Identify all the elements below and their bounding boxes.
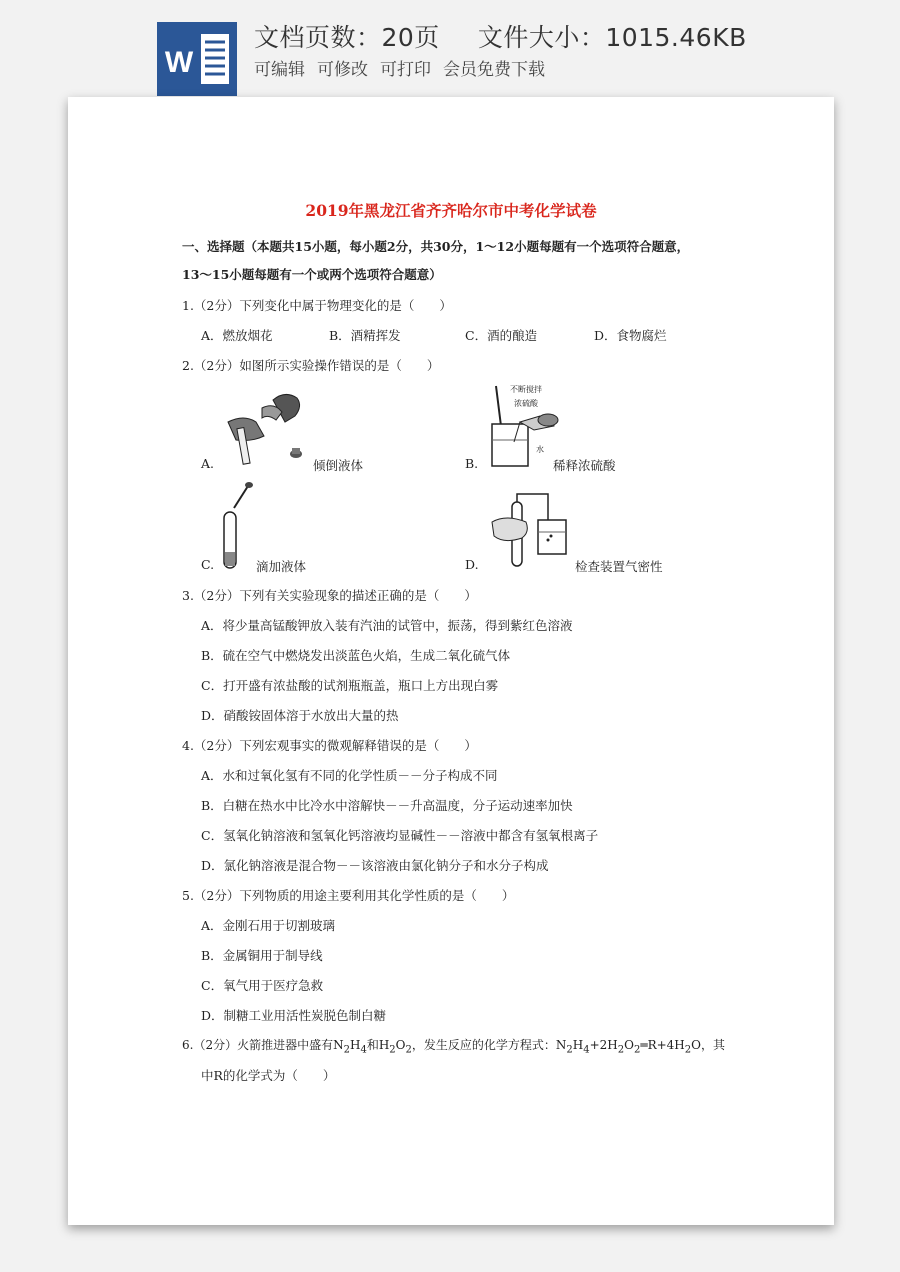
question-2-option-a-label: 倾倒液体 [313, 458, 364, 473]
page-count: 文档页数：20页 [254, 23, 440, 52]
question-2-option-b-letter: B. [465, 456, 479, 471]
question-5-stem: 5.（2分）下列物质的用途主要利用其化学性质的是（ ） [182, 888, 515, 903]
question-2-option-b-label: 稀释浓硫酸 [553, 458, 616, 473]
document-stats [254, 18, 747, 54]
question-2-option-d-letter: D. [465, 557, 479, 572]
document-info-header [0, 0, 900, 96]
section-heading-line1: 一、选择题（本题共15小题，每小题2分，共30分，1～12小题每题有一个选项符合题意， [182, 239, 690, 254]
concentrated-acid-label: 浓硫酸 [514, 399, 538, 408]
question-1-stem: 1.（2分）下列变化中属于物理变化的是（ ） [182, 298, 452, 313]
document-page [68, 97, 834, 1225]
question-6-stem-line1: 6.（2分）火箭推进器中盛有$N_2H_4$和$H_2O_2$，发生反应的化学方程式：$N_2H_4+2H_2O_2═R+4H_2O$，其 [182, 1038, 725, 1056]
airtightness-check-figure [488, 492, 573, 572]
question-5-option-c: C．氧气用于医疗急救 [201, 978, 324, 993]
question-5-option-d: D．制糖工业用活性炭脱色制白糖 [201, 1008, 387, 1023]
feature-list [254, 55, 557, 80]
question-3-option-d: D．硝酸铵固体溶于水放出大量的热 [201, 708, 399, 723]
exam-title: 2019年黑龙江省齐齐哈尔市中考化学试卷 [305, 201, 597, 220]
question-2-option-d-label: 检查装置气密性 [575, 559, 663, 574]
question-3-stem: 3.（2分）下列有关实验现象的描述正确的是（ ） [182, 588, 477, 603]
question-4-stem: 4.（2分）下列宏观事实的微观解释错误的是（ ） [182, 738, 477, 753]
feature-printable: 可打印 [380, 60, 431, 80]
feature-modifiable: 可修改 [317, 60, 368, 80]
question-2-option-c-letter: C. [201, 557, 215, 572]
question-1-option-c: C．酒的酿造 [465, 328, 538, 343]
feature-member-download: 会员免费下载 [443, 60, 545, 80]
file-size: 文件大小：1015.46KB [477, 23, 747, 52]
question-2-option-a-letter: A. [201, 456, 215, 471]
feature-editable: 可编辑 [254, 60, 305, 80]
question-1-option-b: B．酒精挥发 [329, 328, 401, 343]
question-3-option-b: B．硫在空气中燃烧发出淡蓝色火焰，生成二氧化硫气体 [201, 648, 511, 663]
stir-continuously-label: 不断搅拌 [510, 385, 542, 394]
question-6-stem-line2: 中R的化学式为（ ） [201, 1068, 336, 1083]
question-1-option-a: A．燃放烟花 [201, 328, 273, 343]
question-4-option-a: A．水和过氧化氢有不同的化学性质－－分子构成不同 [201, 768, 498, 783]
dropping-liquid-figure [218, 482, 258, 572]
question-2-stem: 2.（2分）如图所示实验操作错误的是（ ） [182, 358, 440, 373]
question-4-option-d: D．氯化钠溶液是混合物－－该溶液由氯化钠分子和水分子构成 [201, 858, 549, 873]
section-heading-line2: 13～15小题每题有一个或两个选项符合题意） [182, 267, 442, 282]
water-label: 水 [536, 445, 544, 454]
pouring-liquid-figure [218, 382, 308, 467]
question-5-option-b: B．金属铜用于制导线 [201, 948, 323, 963]
svg-text:W: W [164, 46, 194, 79]
question-4-option-c: C．氢氧化钠溶液和氢氧化钙溶液均显碱性－－溶液中都含有氢氧根离子 [201, 828, 599, 843]
question-4-option-b: B．白糖在热水中比冷水中溶解快－－升高温度，分子运动速率加快 [201, 798, 573, 813]
word-doc-icon [157, 22, 237, 96]
question-3-option-a: A．将少量高锰酸钾放入装有汽油的试管中，振荡，得到紫红色溶液 [201, 618, 573, 633]
question-2-option-c-label: 滴加液体 [256, 559, 307, 574]
question-5-option-a: A．金刚石用于切割玻璃 [201, 918, 336, 933]
question-3-option-c: C．打开盛有浓盐酸的试剂瓶瓶盖，瓶口上方出现白雾 [201, 678, 499, 693]
question-1-option-d: D．食物腐烂 [594, 328, 667, 343]
